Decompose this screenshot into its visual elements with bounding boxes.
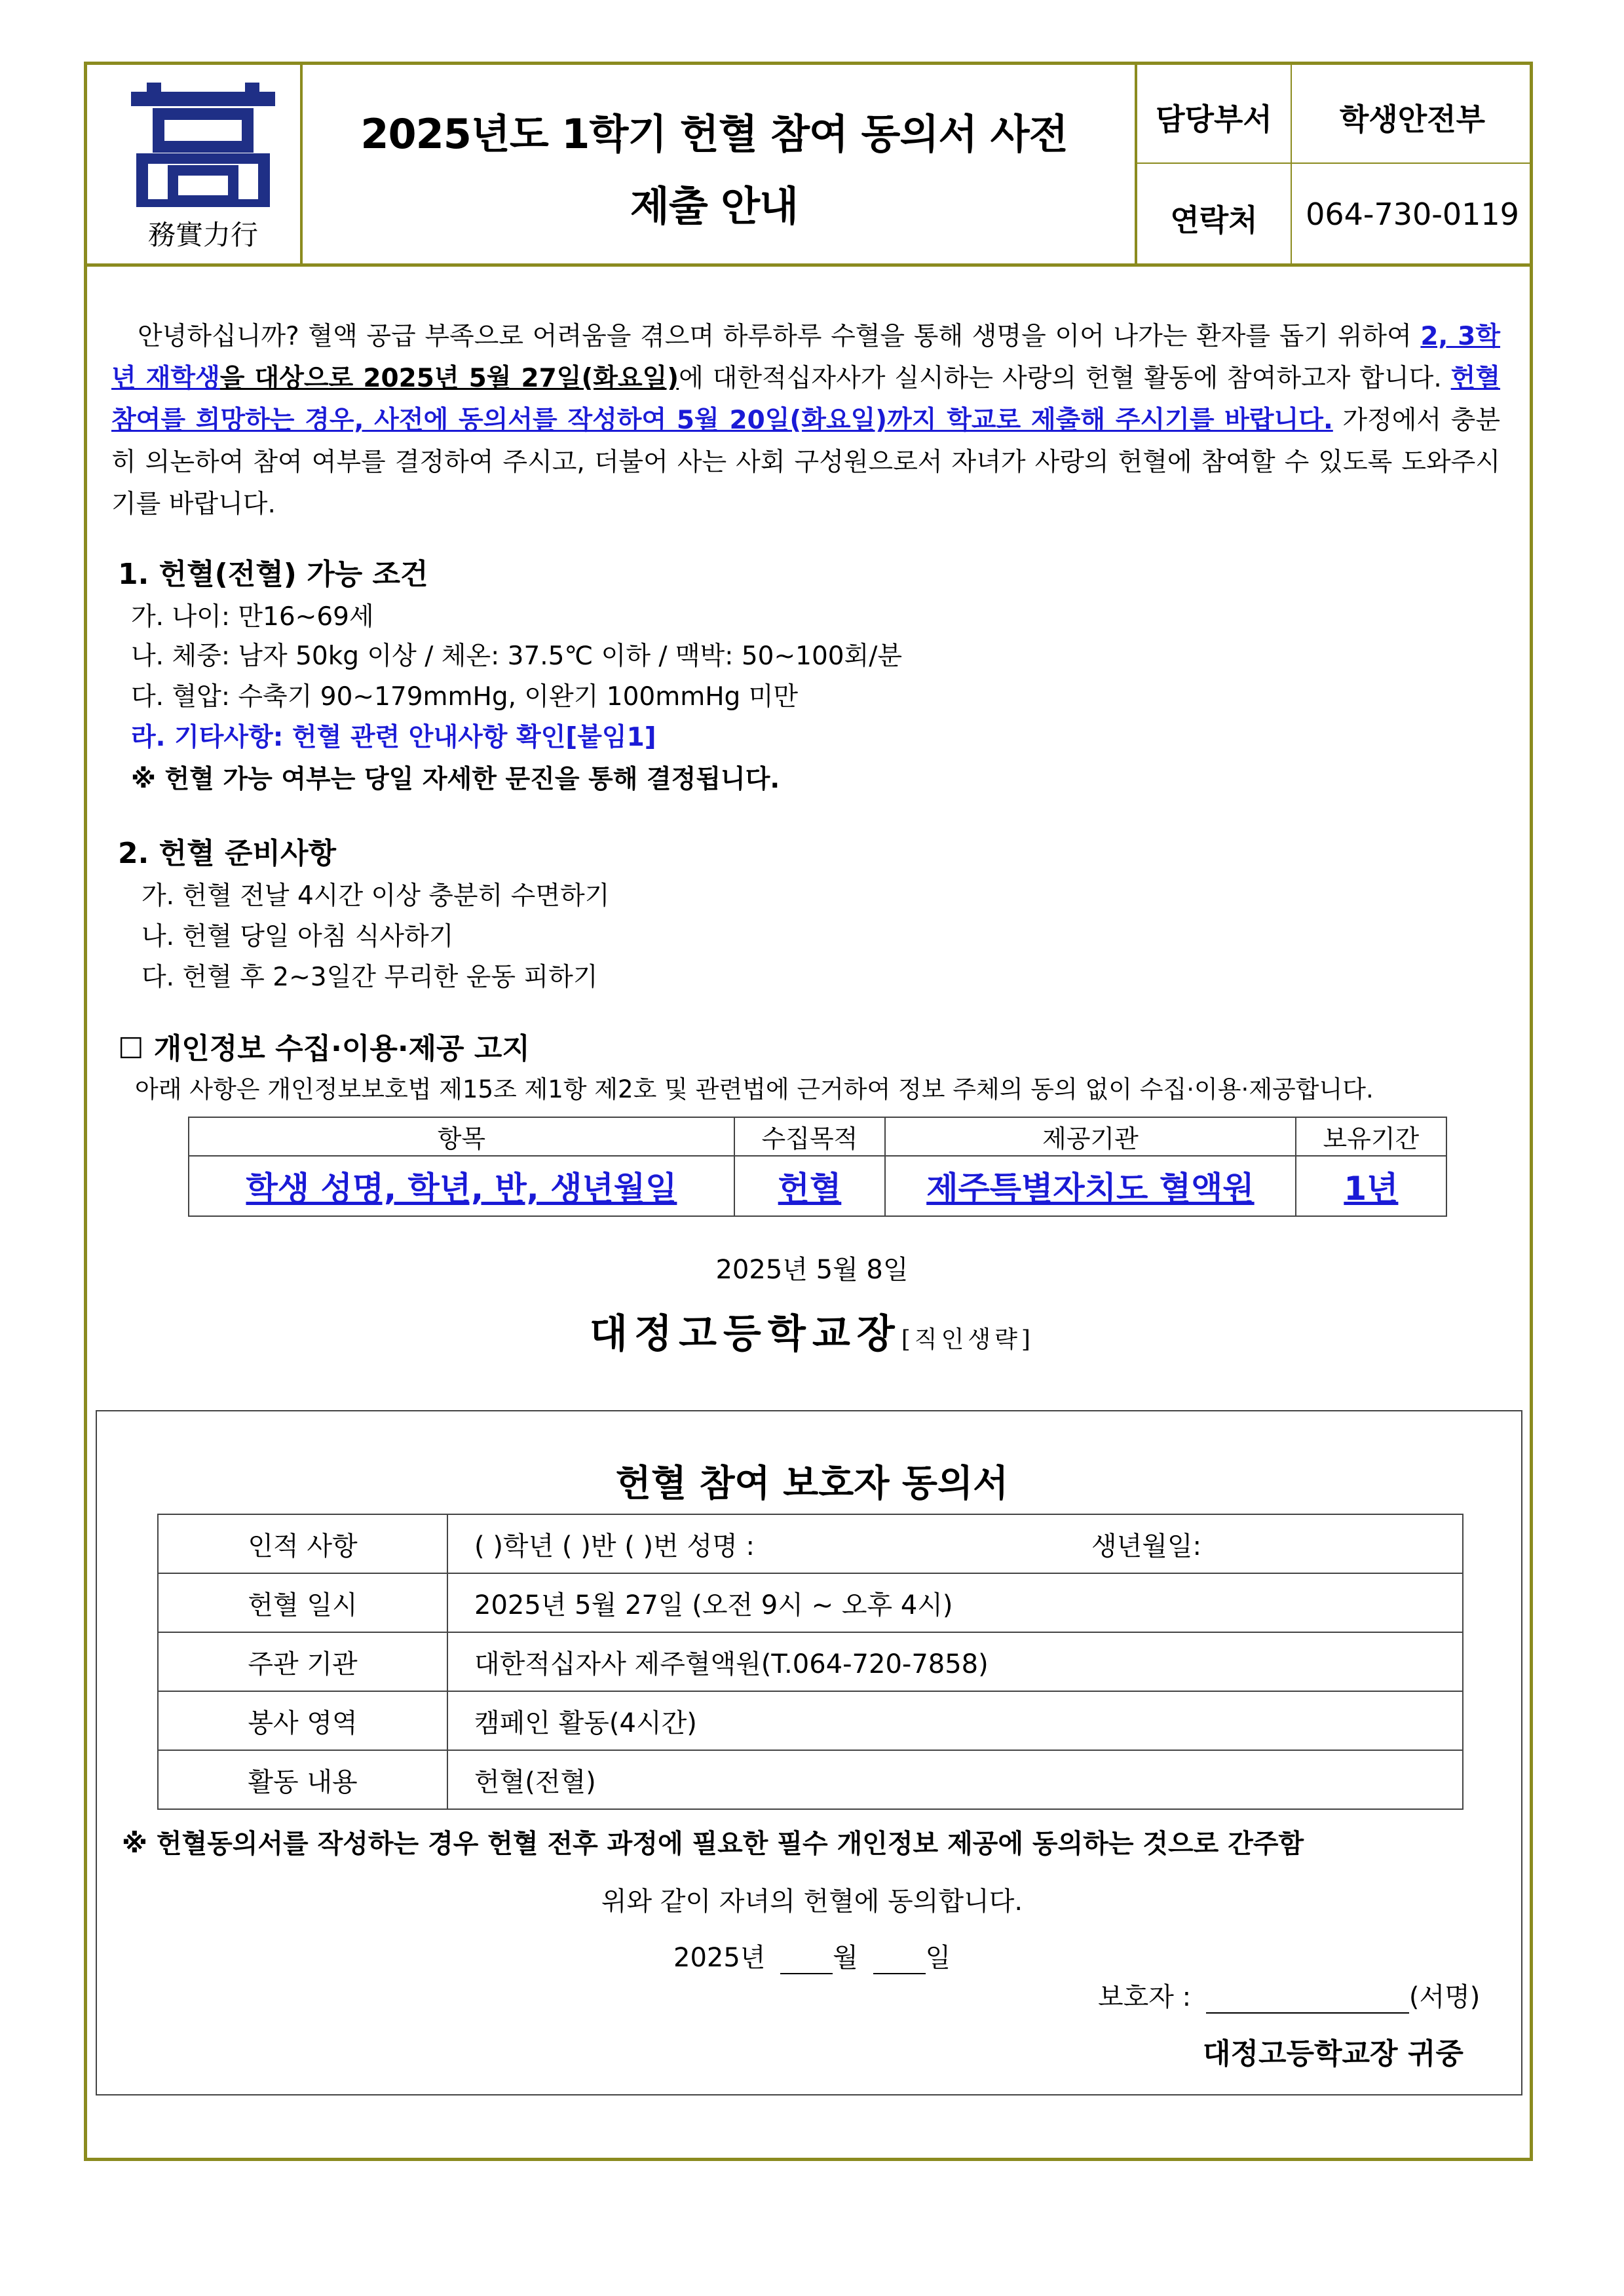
section-1-title: 1. 헌혈(전혈) 가능 조건 [118,558,428,591]
condition-pressure: 다. 혈압: 수축기 90~179mmHg, 이완기 100mmHg 미만 [131,682,799,712]
table-row: 봉사 영역 캠페인 활동(4시간) [158,1691,1463,1750]
table-row: 주관 기관 대한적십자사 제주혈액원(T.064-720-7858) [158,1632,1463,1691]
contact-label: 연락처 [1170,202,1258,238]
cell-item: 학생 성명, 학년, 반, 생년월일 [189,1156,734,1216]
day-field[interactable] [873,1943,926,1974]
consent-title: 헌혈 참여 보호자 동의서 [615,1463,1009,1505]
prep-sleep: 가. 헌혈 전날 4시간 이상 충분히 수면하기 [142,881,610,911]
condition-other: 라. 기타사항: 헌혈 관련 안내사항 확인[붙임1] [131,723,656,752]
intro-paragraph: 안녕하십니까? 혈액 공급 부족으로 어려움을 겪으며 하루하루 수혈을 통해 생명을 이어 나가는 환자를 돕기 위하여 2, 3학년 재학생을 대상으로 2025년 5월 27일(화요일)에 대한적십자사가 실시하는 사랑의 헌혈 활동에 참여하고자 합니다. 헌혈 참여를 희망하는 경우, 사전에 동의서를 작성하여 5월 20일(화요일)까지 학교로 제출해 주시기를 바랍니다. 가정에서 충분히 의논하여 참여 여부를 결정하여 주시고, 더불어 사는 사회 구성원으로서 자녀가 사랑의 헌혈에 참여할 수 있도록 도와주시기를 바랍니다. [111,322,1500,519]
privacy-description: 아래 사항은 개인정보보호법 제15조 제1항 제2호 및 관련법에 근거하여 정보 주체의 동의 없이 수집·이용·제공합니다. [135,1075,1374,1103]
target-students: 2, 3학년 재학생 [111,322,1500,393]
consent-table [157,1514,1463,1810]
recipient: 대정고등학교장 귀중 [1203,2037,1463,2071]
logo-divider [300,62,303,265]
consent-date: 2025년 월 일 [673,1943,951,1973]
cell-provider: 제주특별자치도 혈액원 [885,1156,1296,1216]
table-row: 헌혈 일시 2025년 5월 27일 (오전 9시 ~ 오후 4시) [158,1573,1463,1632]
privacy-table [188,1117,1447,1217]
dept-value: 학생안전부 [1339,102,1486,137]
guardian-signature: 보호자 : (서명) [1098,1982,1481,2012]
col-period: 보유기간 [1296,1117,1446,1156]
notice-date: 2025년 5월 8일 [715,1255,909,1285]
table-header-row [189,1117,1446,1156]
table-row: 인적 사항 ( )학년 ( )반 ( )번 성명 : 생년월일: [158,1514,1463,1573]
student-info-field[interactable]: ( )학년 ( )반 ( )번 성명 : [474,1531,755,1561]
prep-exercise: 다. 헌혈 후 2~3일간 무리한 운동 피하기 [142,963,598,992]
school-logo [124,83,282,258]
condition-weight: 나. 체중: 남자 50kg 이상 / 체온: 37.5℃ 이하 / 맥박: 50~100회/분 [131,641,903,671]
cell-period: 1년 [1296,1156,1446,1216]
submission-deadline: 헌혈 참여를 희망하는 경우, 사전에 동의서를 작성하여 5월 20일(화요일)까지 학교로 제출해 주시기를 바랍니다. [111,364,1500,435]
condition-note: ※ 헌혈 가능 여부는 당일 자세한 문진을 통해 결정됩니다. [131,765,780,794]
col-item: 항목 [189,1117,734,1156]
cell-purpose: 헌혈 [734,1156,885,1216]
col-purpose: 수집목적 [734,1117,885,1156]
contact-value: 064-730-0119 [1306,197,1519,232]
page-title: 2025년도 1학기 헌혈 참여 동의서 사전 제출 안내 [360,110,1068,230]
info-divider [1136,163,1533,164]
birthdate-field[interactable]: 생년월일: [1091,1531,1202,1561]
section-2-title: 2. 헌혈 준비사항 [118,837,336,870]
principal-signature: 대정고등학교장[직인생략] [590,1311,1034,1357]
privacy-title: ☐ 개인정보 수집·이용·제공 고지 [118,1032,530,1065]
consent-note: ※ 헌혈동의서를 작성하는 경우 헌혈 전후 과정에 필요한 필수 개인정보 제공에 동의하는 것으로 간주함 [122,1829,1304,1859]
table-row: 활동 내용 헌혈(전혈) [158,1750,1463,1809]
prep-breakfast: 나. 헌혈 당일 아침 식사하기 [142,922,454,951]
table-row [189,1156,1446,1216]
logo-motto: 務實力行 [147,219,258,251]
guardian-sign-field[interactable] [1206,1982,1409,2014]
col-provider: 제공기관 [885,1117,1296,1156]
month-field[interactable] [780,1943,833,1974]
school-emblem-icon [124,83,282,214]
dept-label: 담당부서 [1156,102,1272,137]
consent-agreement: 위와 같이 자녀의 헌혈에 동의합니다. [601,1886,1023,1917]
condition-age: 가. 나이: 만16~69세 [131,602,374,632]
